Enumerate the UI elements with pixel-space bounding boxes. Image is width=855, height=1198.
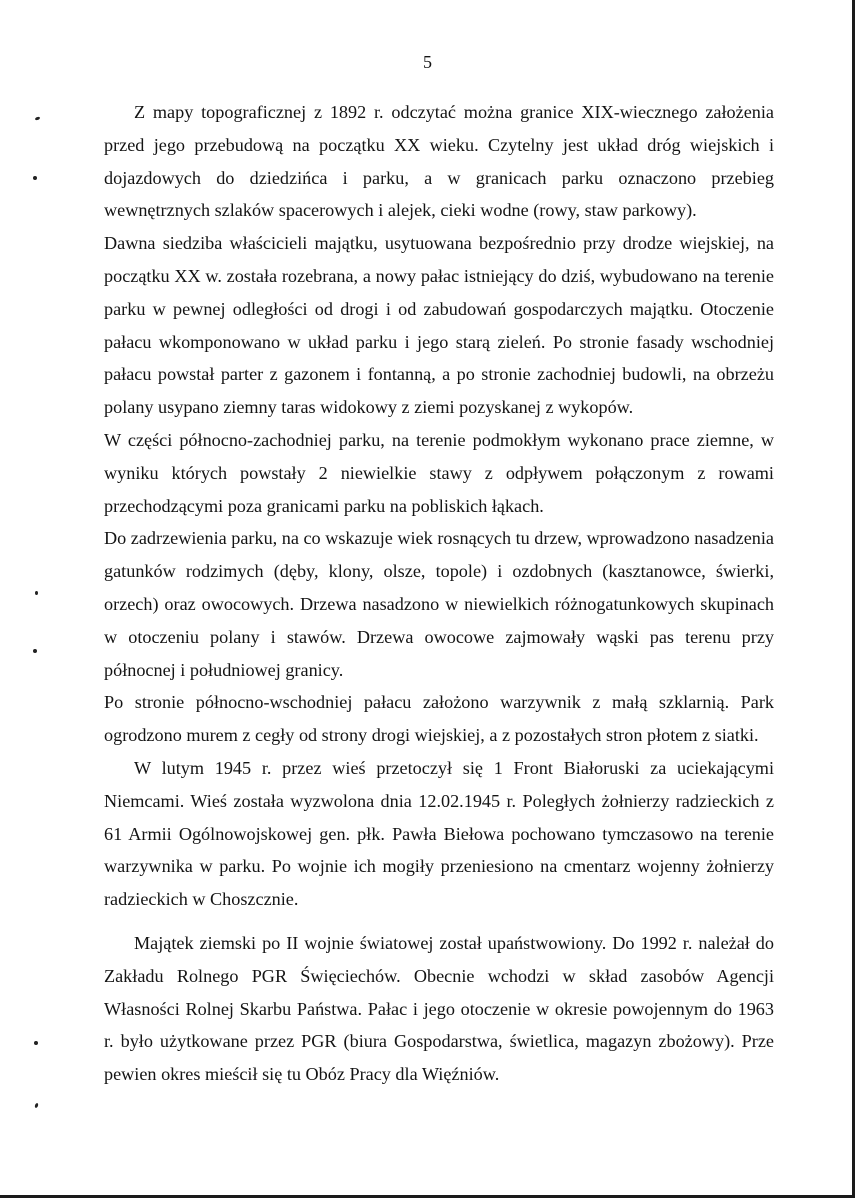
page-number: 5	[423, 52, 432, 72]
paragraph-former-seat: Dawna siedziba właścicieli majątku, usytuowana bezpośrednio przy drodze wiejskiej, na początku XX w. została rozebrana, a nowy pałac istniejący do dziś, wybudowano na terenie parku w pewnej odległości od drogi i od zabudowań gospodarczych majątku. Otoczenie pałacu wkomponowano w układ parku i jego starą zieleń. Po stronie fasady wschodniej pałacu powstał parter z gazonem i fontanną, a po stronie zachodniej budowli, na obrzeżu polany usypano ziemny taras widokowy z ziemi pozyskanej z wykopów.	[104, 233, 774, 418]
paragraph-nationalization: Majątek ziemski po II wojnie światowej został upaństwowiony. Do 1992 r. należał do Zakładu Rolnego PGR Święciechów. Obecnie wchodzi w skład zasobów Agencji Własności Rolnej Skarbu Państwa. Pałac i jego otoczenie w okresie powojennym do 1963 r. było użytkowane przez PGR (biura Gospodarstwa, świetlica, magazyn zbożowy). Prze pewien okres mieścił się tu Obóz Pracy dla Więźniów.	[104, 932, 774, 1085]
paragraph-ponds: W części północno-zachodniej parku, na terenie podmokłym wykonano prace ziemne, w wyniku których powstały 2 niewielkie stawy z odpływem połączonym z rowami przechodzącymi poza granicami parku na pobliskich łąkach.	[104, 429, 774, 516]
paragraph-topographic-map: Z mapy topograficznej z 1892 r. odczytać można granice XIX-wiecznego założenia przed jego przebudową na początku XX wieku. Czytelny jest układ dróg wiejskich i dojazdowych do dziedzińca i parku, a w granicach parku oznaczono przebieg wewnętrznych szlaków spacerowych i alejek, cieki wodne (rowy, staw parkowy).	[104, 102, 774, 221]
punch-hole-mark	[35, 591, 38, 595]
punch-hole-mark	[33, 649, 37, 653]
document-body	[104, 96, 774, 1091]
punch-hole-mark	[35, 116, 41, 121]
paragraph-tree-planting: Do zadrzewienia parku, na co wskazuje wiek rosnących tu drzew, wprowadzono nasadzenia gatunków rodzimych (dęby, klony, olsze, topole) i ozdobnych (kasztanowce, świerki, orzech) oraz owocowych. Drzewa nasadzono w niewielkich różnogatunkowych skupinach w otoczeniu polany i stawów. Drzewa owocowe zajmowały wąski pas terenu przy północnej i południowej granicy.	[104, 528, 774, 680]
punch-hole-mark	[33, 176, 37, 180]
punch-hole-mark	[34, 1103, 39, 1109]
paragraph-war-history: W lutym 1945 r. przez wieś przetoczył się 1 Front Białoruski za uciekającymi Niemcami. Wieś została wyzwolona dnia 12.02.1945 r. Poległych żołnierzy radzieckich z 61 Armii Ogólnowojskowej gen. płk. Pawła Biełowa pochowano tymczasowo na terenie warzywnika w parku. Po wojnie ich mogiły przeniesiono na cmentarz wojenny żołnierzy radzieckich w Choszcznie.	[104, 757, 774, 910]
paragraph-vegetable-garden: Po stronie północno-wschodniej pałacu założono warzywnik z małą szklarnią. Park ogrodzono murem z cegły od strony drogi wiejskiej, a z pozostałych stron płotem z siatki.	[104, 692, 774, 746]
punch-hole-mark	[34, 1041, 38, 1045]
